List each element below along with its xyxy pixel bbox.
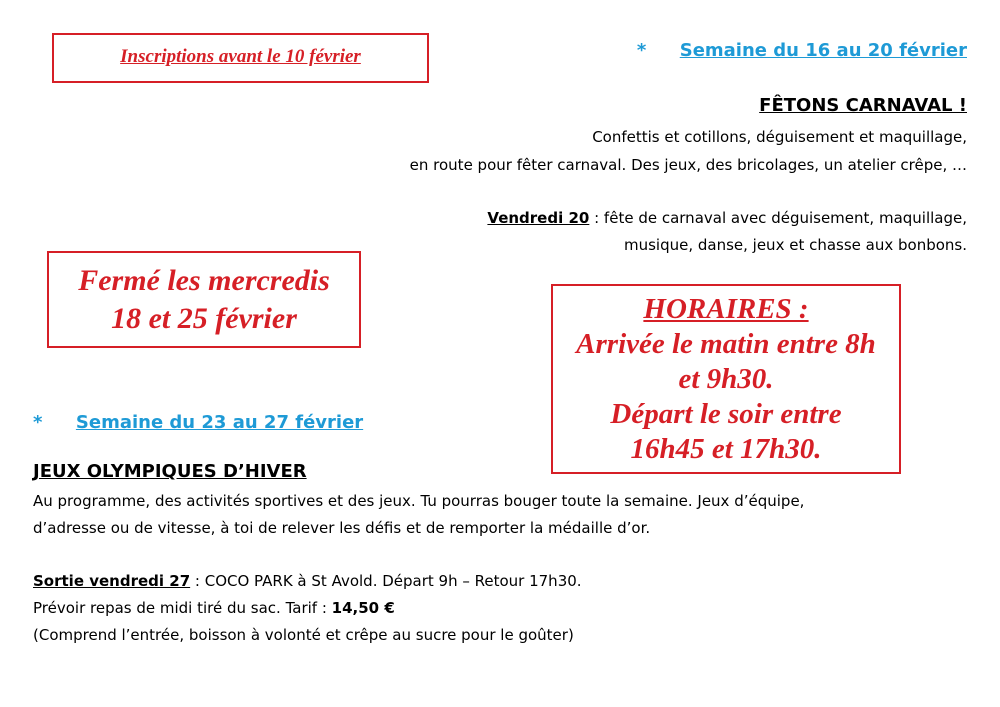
week1-event-text: : fête de carnaval avec déguisement, maquillage, bbox=[589, 209, 967, 227]
week2-desc-line1: Au programme, des activités sportives et des jeux. Tu pourras bouger toute la semaine. Jeux d’équipe, bbox=[33, 492, 805, 510]
horaires-title: HORAIRES : bbox=[643, 293, 809, 325]
closed-box bbox=[47, 251, 361, 348]
horaires-line1: Arrivée le matin entre 8h bbox=[576, 328, 876, 360]
horaires-line2: et 9h30. bbox=[678, 363, 774, 395]
week2-includes: (Comprend l’entrée, boisson à volonté et crêpe au sucre pour le goûter) bbox=[33, 626, 574, 644]
horaires-line4: 16h45 et 17h30. bbox=[630, 433, 822, 465]
week2-title: Semaine du 23 au 27 février bbox=[75, 412, 364, 433]
inscriptions-box bbox=[52, 33, 429, 83]
horaires-box bbox=[551, 284, 901, 474]
week2-outing-line bbox=[33, 572, 582, 590]
week2-price-prefix: Prévoir repas de midi tiré du sac. Tarif : bbox=[33, 599, 332, 617]
week1-event-label: Vendredi 20 bbox=[487, 209, 590, 227]
closed-line2: 18 et 25 février bbox=[111, 302, 297, 335]
week1-event-line1 bbox=[487, 209, 967, 227]
week2-outing-label: Sortie vendredi 27 bbox=[33, 572, 191, 590]
week1-bullet: * bbox=[636, 40, 647, 61]
week1-desc-line1: Confettis et cotillons, déguisement et maquillage, bbox=[592, 128, 967, 146]
week2-bullet: * bbox=[33, 412, 43, 433]
week2-desc-line2: d’adresse ou de vitesse, à toi de relever les défis et de remporter la médaille d’or. bbox=[33, 519, 651, 537]
week2-theme: JEUX OLYMPIQUES D’HIVER bbox=[33, 461, 307, 482]
week1-theme: FÊTONS CARNAVAL ! bbox=[759, 95, 967, 116]
week1-event-line2: musique, danse, jeux et chasse aux bonbons. bbox=[623, 236, 967, 254]
horaires-line3: Départ le soir entre bbox=[610, 398, 842, 430]
week2-price-line bbox=[33, 599, 395, 617]
week2-price: 14,50 € bbox=[331, 599, 395, 617]
week1-desc-line2: en route pour fêter carnaval. Des jeux, des bricolages, un atelier crêpe, … bbox=[409, 156, 967, 174]
week2-outing-text: : COCO PARK à St Avold. Départ 9h – Retour 17h30. bbox=[190, 572, 582, 590]
inscriptions-text: Inscriptions avant le 10 février bbox=[120, 46, 361, 67]
week2-header bbox=[33, 412, 363, 433]
closed-line1: Fermé les mercredis bbox=[78, 264, 330, 297]
week1-title: Semaine du 16 au 20 février bbox=[679, 40, 967, 61]
week1-header bbox=[637, 40, 967, 61]
